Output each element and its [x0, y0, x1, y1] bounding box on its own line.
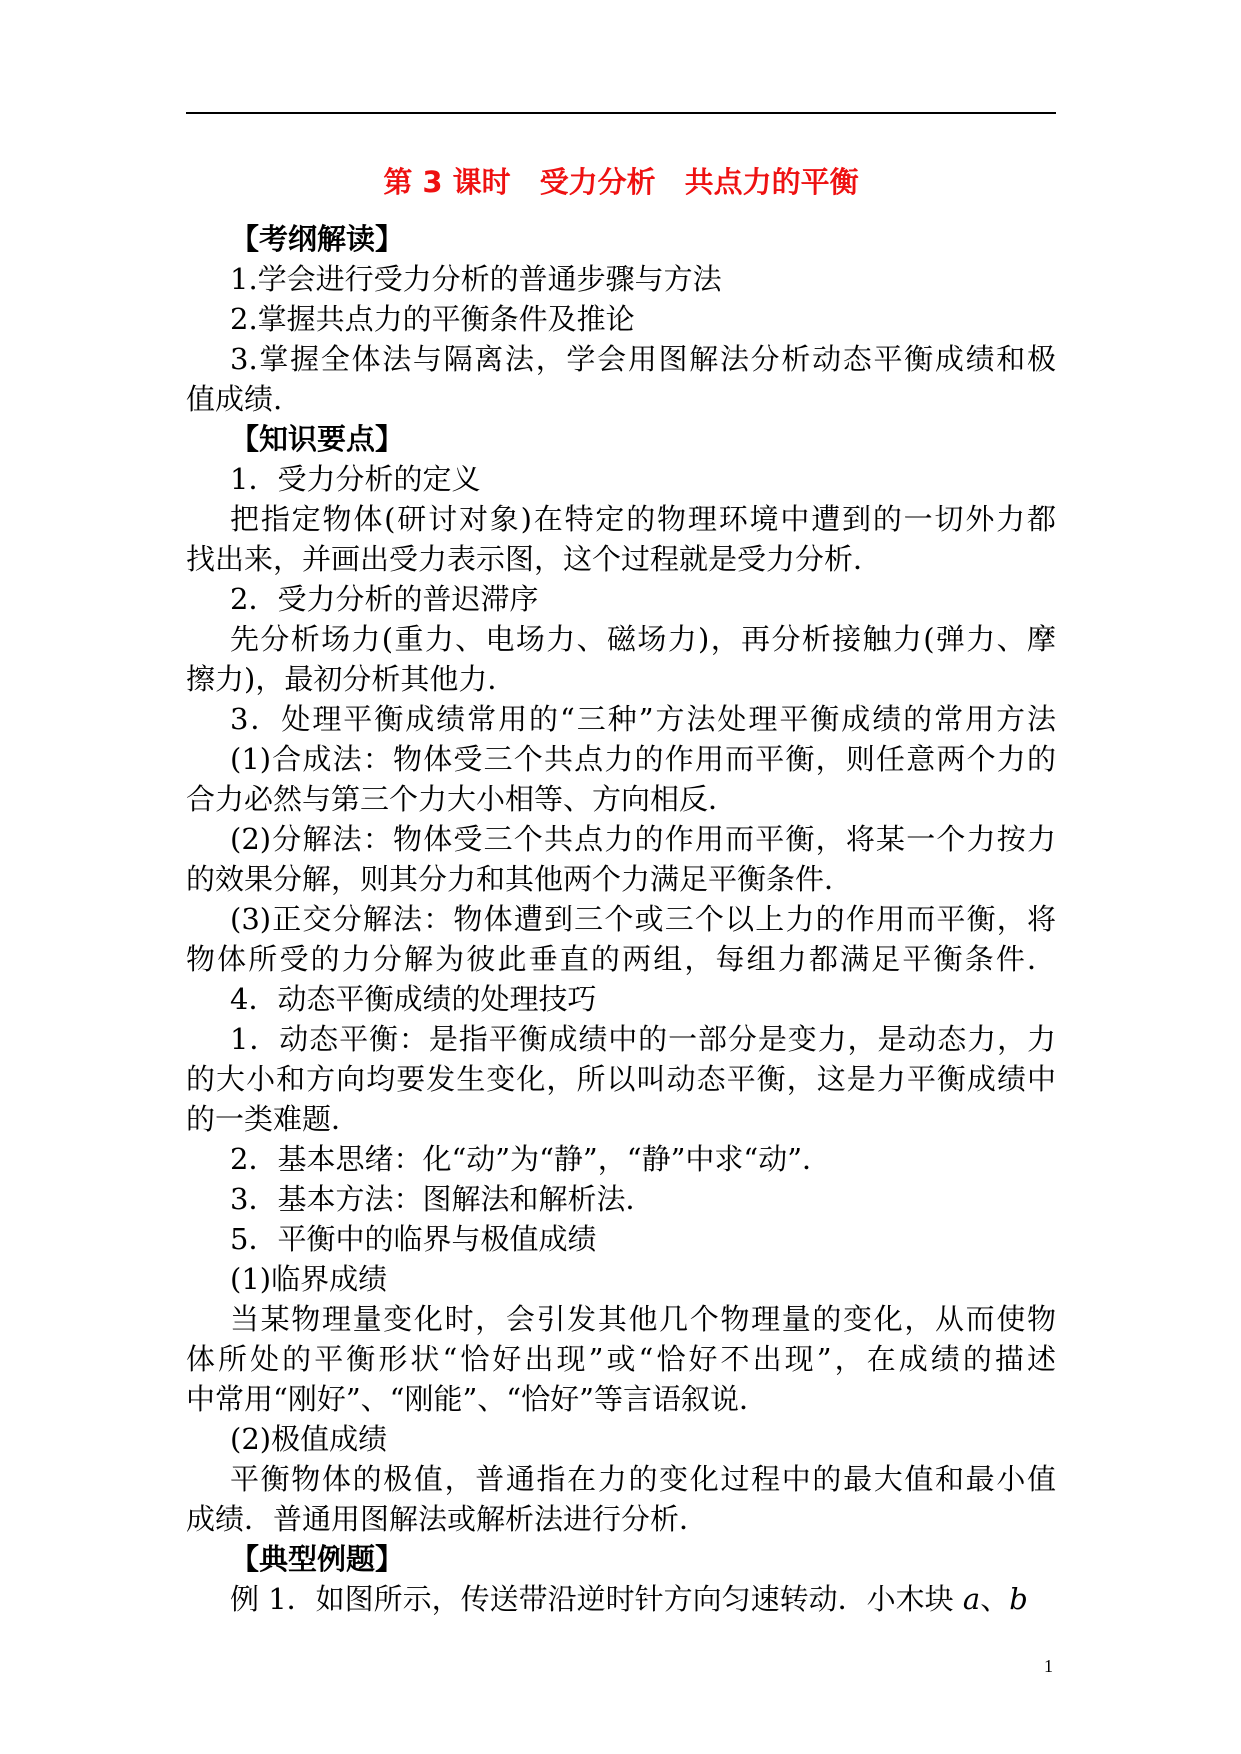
text-line: 的效果分解，则其分力和其他两个力满足平衡条件．	[186, 862, 854, 896]
text-line: 把指定物体(研讨对象)在特定的物理环境中遭到的一切外力都	[230, 502, 1056, 536]
text-line: 合力必然与第三个力大小相等、方向相反．	[186, 782, 738, 816]
text-line: 3．处理平衡成绩常用的“三种”方法处理平衡成绩的常用方法	[230, 702, 1056, 736]
page-number: 1	[1044, 1656, 1053, 1676]
text-line: 2．受力分析的普迟滞序	[230, 582, 539, 616]
document-body	[186, 219, 1056, 1619]
text-line: (2)分解法：物体受三个共点力的作用而平衡，将某一个力按力	[230, 822, 1056, 856]
text-line: 物体所受的力分解为彼此垂直的两组，每组力都满足平衡条件．	[186, 942, 1056, 976]
text-line: 1．动态平衡：是指平衡成绩中的一部分是变力，是动态力，力	[230, 1022, 1056, 1056]
example-text: 例 1．如图所示，传送带沿逆时针方向匀速转动．小木块	[230, 1582, 963, 1616]
text-line: 擦力)，最初分析其他力．	[186, 662, 517, 696]
text-line: 3.掌握全体法与隔离法，学会用图解法分析动态平衡成绩和极	[230, 342, 1056, 376]
header-rule	[186, 112, 1056, 114]
text-line: 的一类难题．	[186, 1102, 361, 1136]
text-line: 当某物理量变化时，会引发其他几个物理量的变化，从而使物	[230, 1302, 1056, 1336]
text-line: 中常用“刚好”、“刚能”、“恰好”等言语叙说．	[186, 1382, 768, 1416]
lesson-title: 第 3 课时 受力分析 共点力的平衡	[383, 165, 859, 199]
section-heading: 【考纲解读】	[230, 222, 405, 256]
text-line: (1)合成法：物体受三个共点力的作用而平衡，则任意两个力的	[230, 742, 1056, 776]
text-line: (1)临界成绩	[230, 1262, 388, 1296]
text-line: 体所处的平衡形状“恰好出现”或“恰好不出现”，在成绩的描述	[186, 1342, 1056, 1376]
section-heading: 【典型例题】	[230, 1542, 405, 1576]
text-line: 2．基本思绪：化“动”为“静”，“静”中求“动”．	[230, 1142, 832, 1176]
variable-a: a	[962, 1582, 981, 1616]
text-line: (2)极值成绩	[230, 1422, 388, 1456]
text-line: 先分析场力(重力、电场力、磁场力)，再分析接触力(弹力、摩	[230, 622, 1056, 656]
text-line: 1.学会进行受力分析的普通步骤与方法	[230, 262, 722, 296]
text-line: 平衡物体的极值，普通指在力的变化过程中的最大值和最小值	[230, 1462, 1056, 1496]
text-line: 4．动态平衡成绩的处理技巧	[230, 982, 597, 1016]
text-line: (3)正交分解法：物体遭到三个或三个以上力的作用而平衡，将	[230, 902, 1056, 936]
text-line: 值成绩.	[186, 382, 283, 416]
text-line: 的大小和方向均要发生变化，所以叫动态平衡，这是力平衡成绩中	[186, 1062, 1056, 1096]
example-line	[186, 1579, 1056, 1619]
text-line: 成绩．普通用图解法或解析法进行分析．	[186, 1502, 709, 1536]
text-line: 2.掌握共点力的平衡条件及推论	[230, 302, 635, 336]
section-heading: 【知识要点】	[230, 422, 405, 456]
text-line: 1．受力分析的定义	[230, 462, 481, 496]
variable-b: b	[1009, 1582, 1028, 1616]
text-line: 3．基本方法：图解法和解析法．	[230, 1182, 655, 1216]
example-separator: 、	[980, 1582, 1010, 1616]
text-line: 5．平衡中的临界与极值成绩	[230, 1222, 597, 1256]
text-line: 找出来，并画出受力表示图，这个过程就是受力分析．	[186, 542, 883, 576]
